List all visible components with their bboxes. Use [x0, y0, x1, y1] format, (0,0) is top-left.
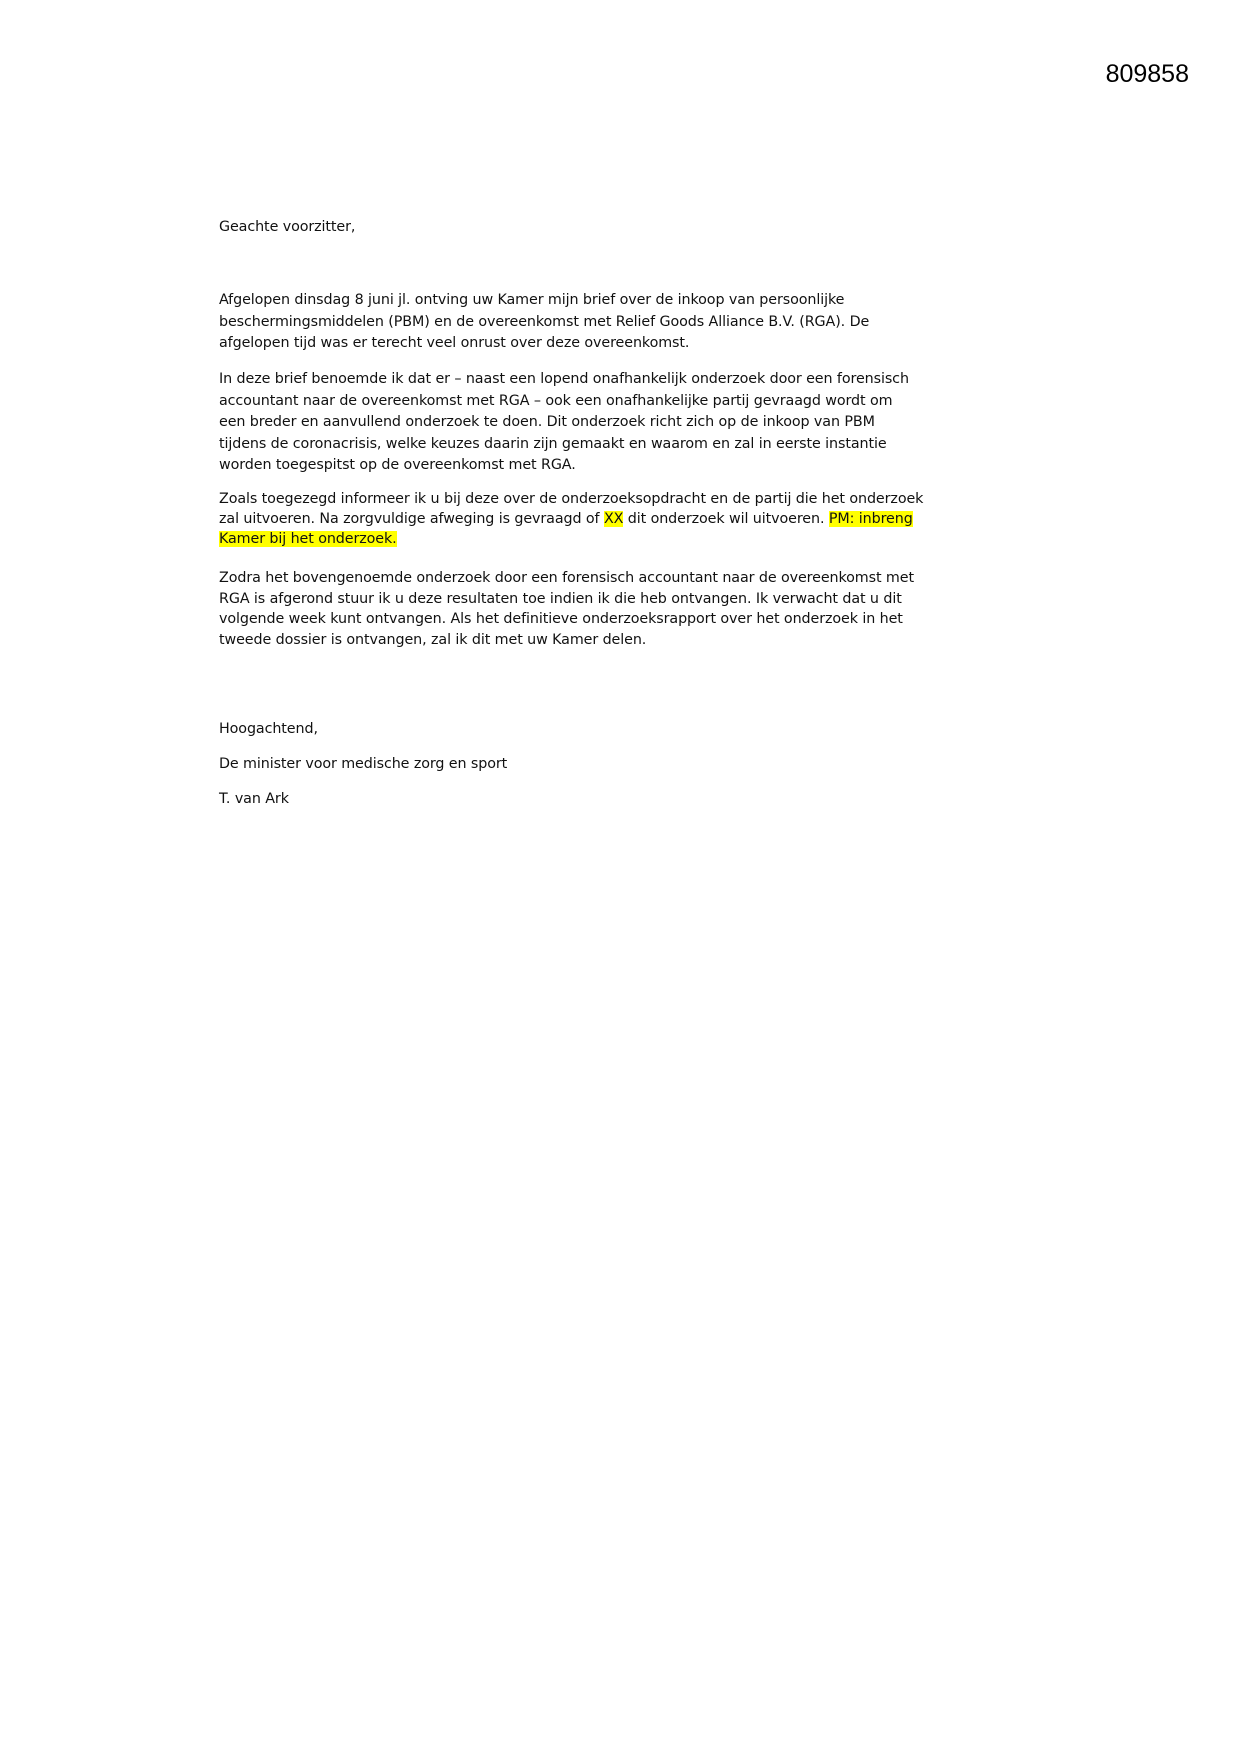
paragraph-line: Afgelopen dinsdag 8 juni jl. ontving uw Kamer mijn brief over de inkoop van persoonlijke: [219, 292, 845, 308]
paragraph-line: volgende week kunt ontvangen. Als het definitieve onderzoeksrapport over het onderzoek in het: [219, 611, 903, 627]
signatory-title: De minister voor medische zorg en sport: [219, 756, 508, 772]
paragraph-line: Zoals toegezegd informeer ik u bij deze over de onderzoeksopdracht en de partij die het onderzoek: [219, 491, 924, 507]
highlight-note: PM: inbreng: [828, 511, 913, 527]
paragraph-line: beschermingsmiddelen (PBM) en de overeenkomst met Relief Goods Alliance B.V. (RGA). De: [219, 313, 870, 330]
paragraph-line: een breder en aanvullend onderzoek te doen. Dit onderzoek richt zich op de inkoop van PBM: [219, 414, 875, 430]
document-number: 809858: [1105, 60, 1189, 88]
paragraph-line: afgelopen tijd was er terecht veel onrust over deze overeenkomst.: [219, 335, 690, 351]
paragraph-1: [219, 290, 869, 355]
paragraph-line: [219, 529, 923, 549]
paragraph-line: tijdens de coronacrisis, welke keuzes daarin zijn gemaakt en waarom en zal in eerste instantie: [219, 435, 887, 452]
paragraph-line: RGA is afgerond stuur ik u deze resultaten toe indien ik die heb ontvangen. Ik verwacht dat u dit: [219, 590, 902, 607]
highlight-note: Kamer bij het onderzoek.: [219, 531, 397, 547]
text: dit onderzoek wil uitvoeren.: [623, 511, 829, 527]
paragraph-2: [219, 369, 909, 477]
salutation: Geachte voorzitter,: [219, 219, 356, 235]
text: zal uitvoeren. Na zorgvuldige afweging is gevraagd of: [219, 511, 604, 527]
paragraph-line: worden toegespitst op de overeenkomst met RGA.: [219, 457, 576, 473]
paragraph-4: [219, 568, 914, 650]
paragraph-3: [219, 489, 923, 549]
highlight-placeholder: XX: [603, 511, 624, 527]
closing: Hoogachtend,: [219, 721, 318, 737]
paragraph-line: accountant naar de overeenkomst met RGA – ook een onafhankelijke partij gevraagd wordt om: [219, 392, 893, 409]
paragraph-line: In deze brief benoemde ik dat er – naast een lopend onafhankelijk onderzoek door een forensisch: [219, 371, 909, 387]
paragraph-line: [219, 509, 923, 529]
signatory-name: T. van Ark: [219, 791, 289, 807]
paragraph-line: Zodra het bovengenoemde onderzoek door een forensisch accountant naar de overeenkomst met: [219, 570, 914, 586]
paragraph-line: tweede dossier is ontvangen, zal ik dit met uw Kamer delen.: [219, 631, 647, 648]
